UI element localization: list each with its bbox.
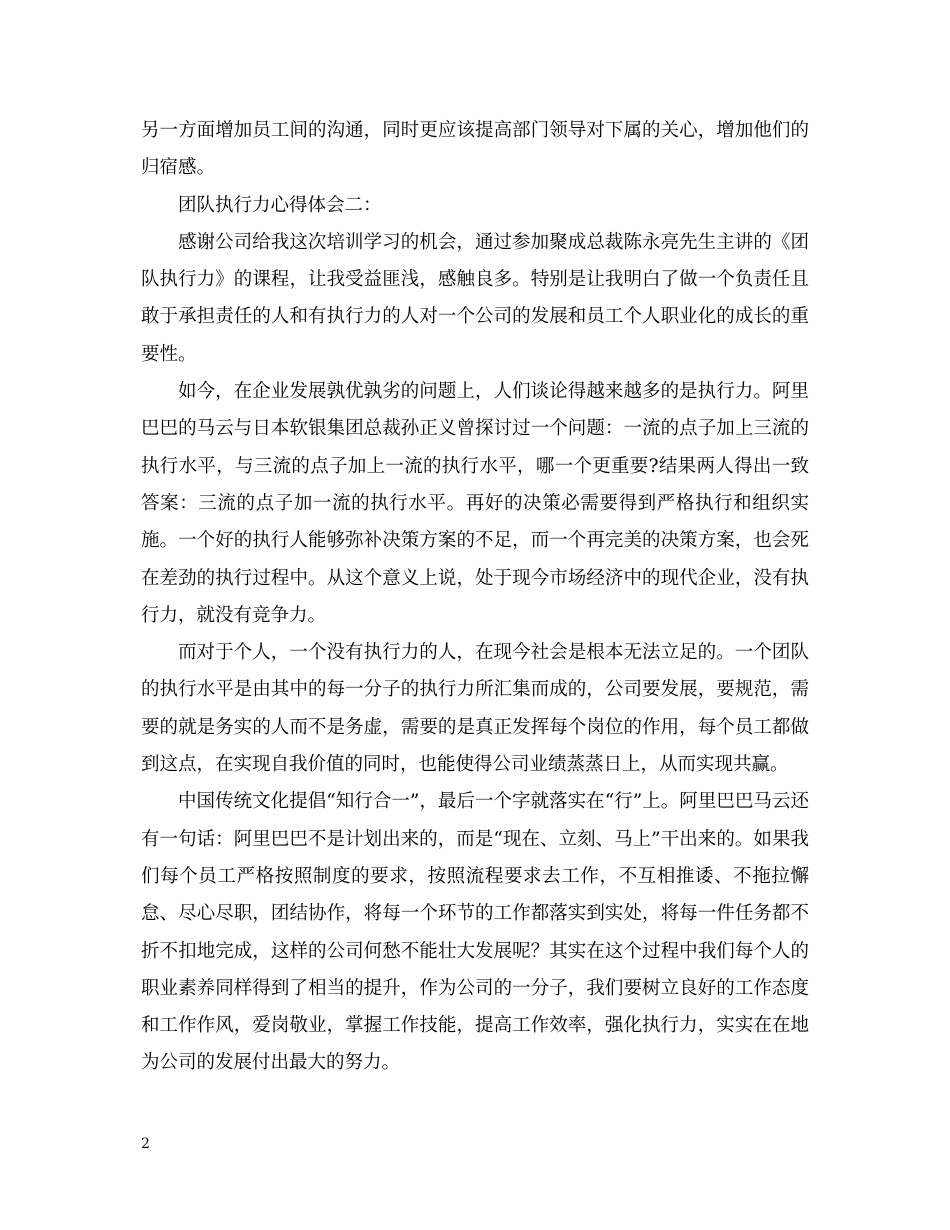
paragraph-knowledge-action: 中国传统文化提倡“知行合一”，最后一个字就落实在“行”上。阿里巴巴马云还有一句话：阿里巴巴不是计划出来的，而是“现在、立刻、马上”干出来的。如果我们每个员工严格按照制度的要求，按照流程要求去工作，不互相推诿、不拖拉懈怠、尽心尽职，团结协作，将每一个环节的工作都落实到实处，将每一件任务都不折不扣地完成，这样的公司何愁不能壮大发展呢？其实在这个过程中我们每个人的职业素养同样得到了相当的提升，作为公司的一分子，我们要树立良好的工作态度和工作作风，爱岗敬业，掌握工作技能，提高工作效率，强化执行力，实实在在地为公司的发展付出最大的努力。 — [141, 791, 809, 1074]
paragraph-continuation: 另一方面增加员工间的沟通，同时更应该提高部门领导对下属的关心，增加他们的归宿感。 — [141, 120, 809, 179]
page-number: 2 — [141, 1136, 150, 1152]
paragraph-individual: 而对于个人，一个没有执行力的人，在现今社会是根本无法立足的。一个团队的执行水平是由其中的每一分子的执行力所汇集而成的，公司要发展，要规范，需要的就是务实的人而不是务虚，需要的是真正发挥每个岗位的作用，每个员工都做到这点，在实现自我价值的同时，也能使得公司业绩蒸蒸日上，从而实现共赢。 — [141, 642, 809, 776]
paragraph-gratitude: 感谢公司给我这次培训学习的机会，通过参加聚成总裁陈永亮先生主讲的《团队执行力》的课程，让我受益匪浅，感触良多。特别是让我明白了做一个负责任且敢于承担责任的人和有执行力的人对一个公司的发展和员工个人职业化的成长的重要性。 — [141, 231, 809, 365]
paragraph-execution-competition: 如今，在企业发展孰优孰劣的问题上，人们谈论得越来越多的是执行力。阿里巴巴的马云与日本软银集团总裁孙正义曾探讨过一个问题：一流的点子加上三流的执行水平，与三流的点子加上一流的执行水平，哪一个更重要?结果两人得出一致答案：三流的点子加一流的执行水平。再好的决策必需要得到严格执行和组织实施。一个好的执行人能够弥补决策方案的不足，而一个再完美的决策方案，也会死在差劲的执行过程中。从这个意义上说，处于现今市场经济中的现代企业，没有执行力，就没有竞争力。 — [141, 381, 809, 626]
section-heading: 团队执行力心得体会二： — [178, 194, 382, 216]
document-body — [141, 112, 809, 1082]
